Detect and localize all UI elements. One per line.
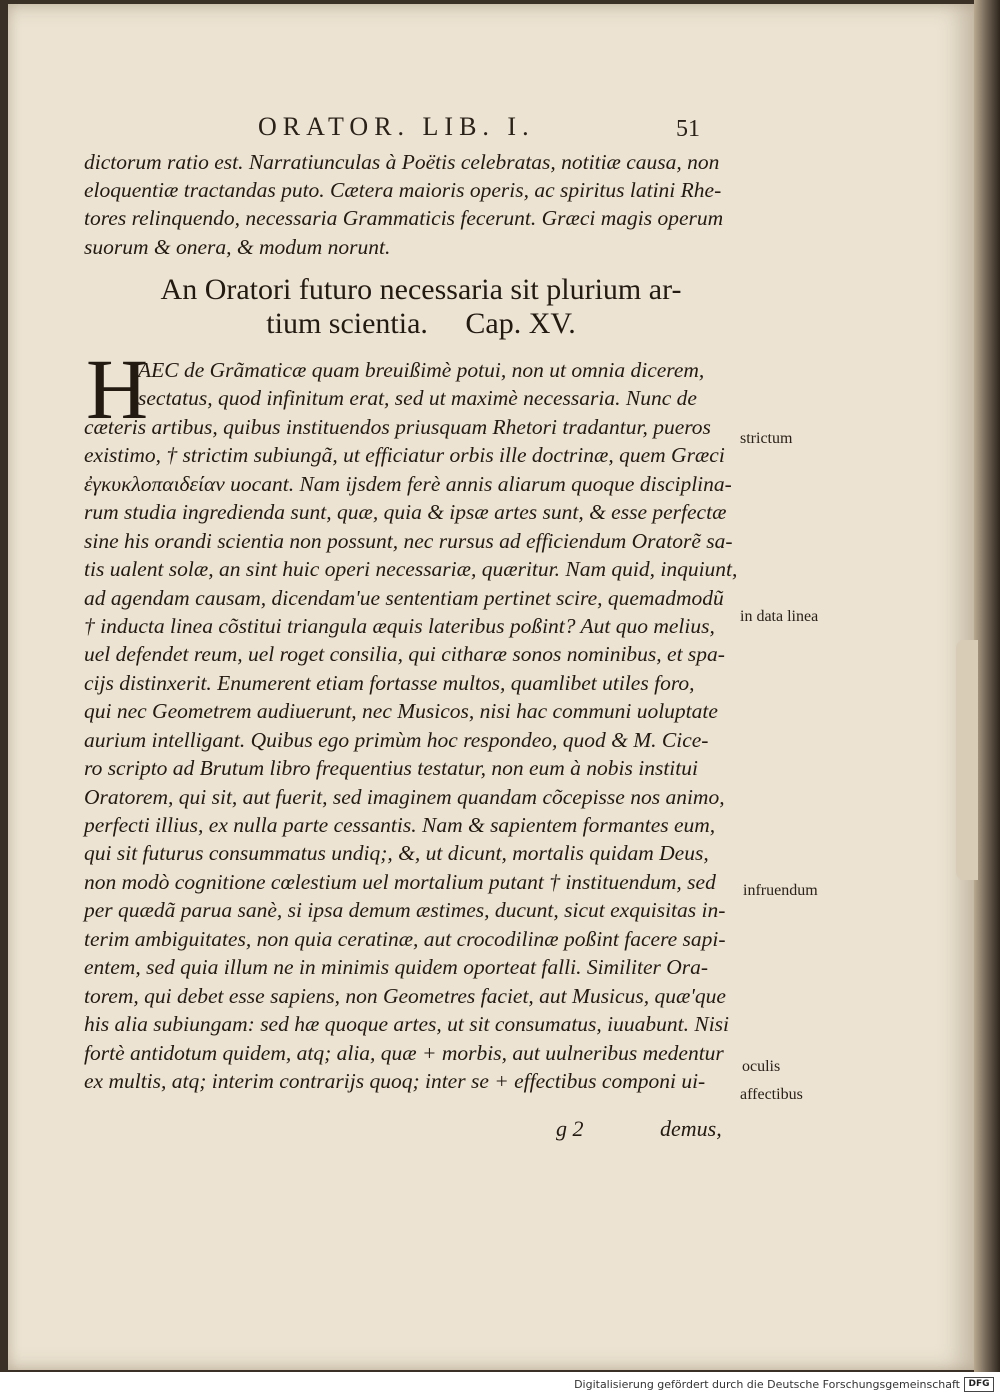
text-line: eloquentiæ tractandas puto. Cætera maioris operis, ac spiritus latini Rhe- <box>84 178 722 203</box>
page-clip <box>956 640 978 880</box>
running-head: ORATOR. LIB. I. <box>258 112 535 141</box>
text-line: entem, sed quia illum ne in minimis quidem oporteat falli. Similiter Ora- <box>84 955 709 980</box>
margin-note-infruendum: infruendum <box>743 882 818 899</box>
text-line: rum studia ingredienda sunt, quæ, quia & ipsæ artes sunt, & esse perfectæ <box>84 500 727 525</box>
drop-capital: H <box>86 341 149 437</box>
text-line: non modò cognitione cœlestium uel mortalium putant † instituendum, sed <box>84 869 716 894</box>
text-line: qui sit futurus consummatus undiq;, &, ut dicunt, mortalis quidam Deus, <box>84 841 709 866</box>
text-line: Oratorem, qui sit, aut fuerit, sed imaginem quandam cõcepisse nos animo, <box>84 784 725 809</box>
dfg-logo: DFG <box>964 1377 994 1392</box>
text-line: AEC de Grãmaticæ quam breuißimè potui, non ut omnia dicerem, <box>138 358 705 382</box>
text-line: existimo, † strictim subiungã, ut efficiatur orbis ille doctrinæ, quem Græci <box>84 443 725 468</box>
text-line: terim ambiguitates, non quia ceratinæ, aut crocodilinæ poßint facere sapi- <box>84 926 726 951</box>
text-line: sine his orandi scientia non possunt, nec rursus ad efficiendum Oratorẽ sa- <box>84 528 733 553</box>
text-line: aurium intelligant. Quibus ego primùm hoc respondeo, quod & M. Cice- <box>84 727 709 752</box>
text-line: ad agendam causam, dicendam'ue sententiam pertinet scire, quemadmodũ <box>84 585 724 610</box>
margin-note-affectibus: affectibus <box>740 1086 803 1103</box>
text-line: his alia subiungam: sed hæ quoque artes, ut sit consumatus, iuuabunt. Nisi <box>84 1012 730 1037</box>
text-line: tores relinquendo, necessaria Grammaticis fecerunt. Græci magis operum <box>84 206 724 231</box>
text-line: fortè antidotum quidem, atq; alia, quæ + morbis, aut uulneribus medentur <box>84 1040 724 1065</box>
text-line: tis ualent solæ, an sint huic operi necessariæ, quæritur. Nam quid, inquiunt, <box>84 557 738 582</box>
chapter-heading-line: An Oratori futuro necessaria sit plurium ar- <box>160 273 682 306</box>
text-line: qui nec Geometrem audiuerunt, nec Musicos, nisi hac communi uoluptate <box>84 699 718 724</box>
text-line: perfecti illius, ex nulla parte cessantis. Nam & sapientem formantes eum, <box>84 813 716 837</box>
margin-note-oculis: oculis <box>742 1058 781 1075</box>
margin-note-strictum: strictum <box>740 430 793 447</box>
chapter-heading <box>96 273 746 341</box>
page-number: 51 <box>676 116 700 142</box>
text-line: dictorum ratio est. Narratiunculas à Poëtis celebratas, notitiæ causa, non <box>84 150 720 174</box>
text-line: suorum & onera, & modum norunt. <box>84 234 391 259</box>
text-line: per quædã parua sanè, si ipsa demum æstimes, ducunt, sicut exquisitas in- <box>84 898 726 923</box>
text-line: torem, qui debet esse sapiens, non Geometres faciet, aut Musicus, quæ'que <box>84 983 726 1008</box>
signature-mark: g 2 <box>556 1116 584 1141</box>
text-line: cijs distinxerit. Enumerent etiam fortasse multos, quamlibet utiles foro, <box>84 670 695 695</box>
text-line: ro scripto ad Brutum libro frequentius testatur, non eum à nobis institui <box>84 756 698 781</box>
text-line: ἐγκυκλοπαιδείαν uocant. Nam ijsdem ferè annis aliarum quoque disciplina- <box>84 471 732 496</box>
catchword: demus, <box>660 1116 722 1141</box>
digitization-credit: Digitalisierung gefördert durch die Deutsche Forschungsgemeinschaft <box>574 1378 960 1391</box>
margin-note-in-data-linea: in data linea <box>740 608 819 625</box>
text-line: uel defendet reum, uel roget consilia, qui citharæ sonos nominibus, et spa- <box>84 642 725 667</box>
intro-paragraph <box>84 148 744 261</box>
text-line: cæteris artibus, quibus instituendos priusquam Rhetori tradantur, pueros <box>84 414 711 439</box>
chapter-heading-line: tium scientia. Cap. XV. <box>266 307 576 340</box>
text-line: sectatus, quod infinitum erat, sed ut maximè necessaria. Nunc de <box>138 386 697 411</box>
text-line: † inducta linea cõstitui triangula æquis lateribus poßint? Aut quo melius, <box>84 613 715 638</box>
chapter-text <box>84 356 744 1095</box>
text-line: ex multis, atq; interim contrarijs quoq; inter se + effectibus componi ui- <box>84 1068 706 1093</box>
